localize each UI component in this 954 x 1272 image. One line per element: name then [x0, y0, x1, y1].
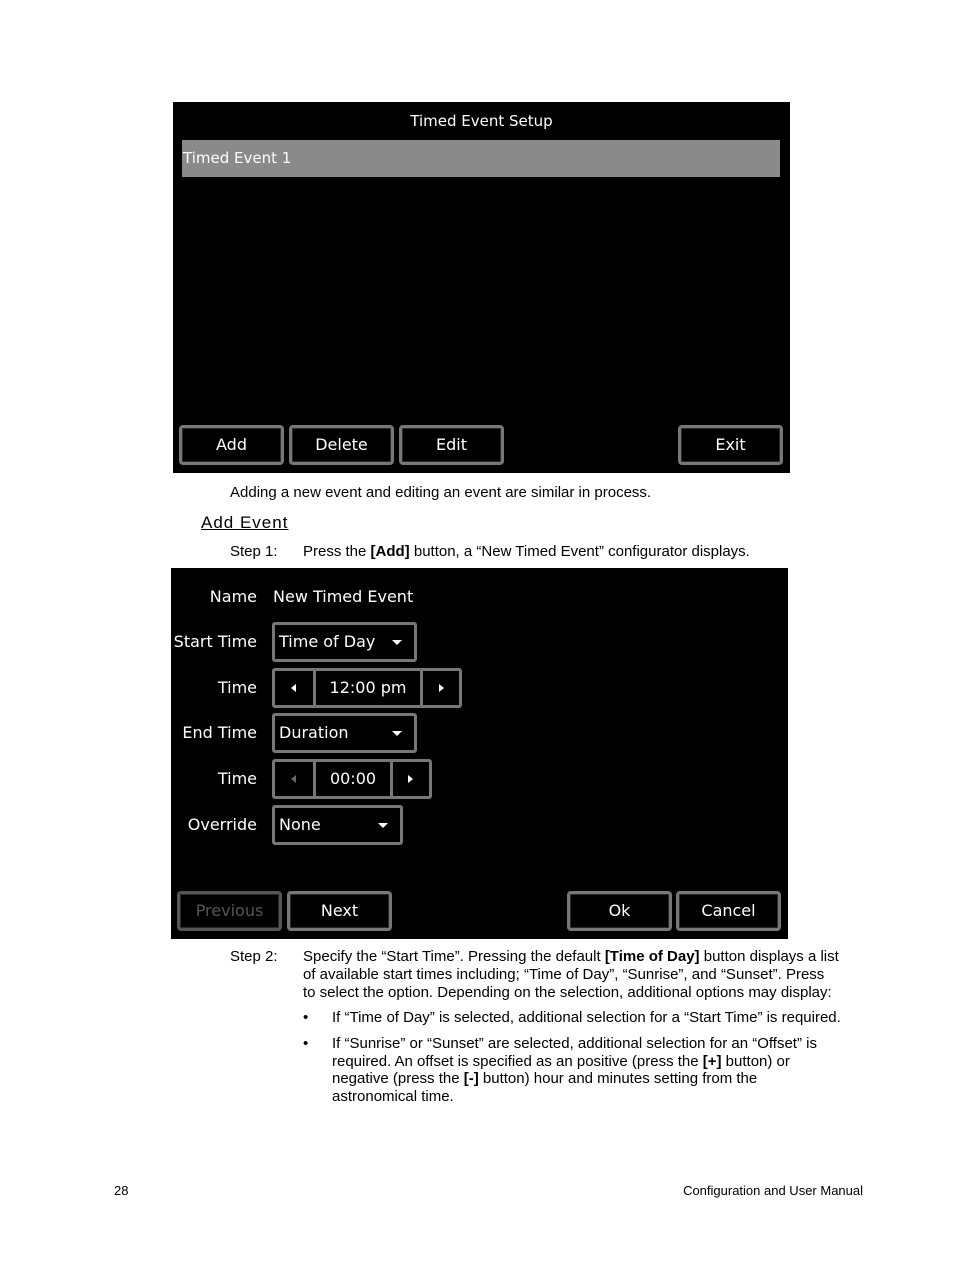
time1-value: 12:00 pm [329, 678, 407, 697]
step2-line1-pre: Specify the “Start Time”. Pressing the default [303, 948, 605, 965]
bullet2-line3-pre: negative (press the [332, 1070, 464, 1087]
chevron-down-icon [392, 731, 402, 736]
time1-increment-button[interactable] [423, 671, 459, 705]
start-time-label: Start Time [173, 632, 257, 651]
bullet2-line1: If “Sunrise” or “Sunset” are selected, additional selection for an “Offset” is [332, 1035, 817, 1052]
start-time-value: Time of Day [279, 632, 376, 651]
add-button[interactable]: Add [179, 425, 284, 465]
bullet2-line2-pre: required. An offset is specified as an positive (press the [332, 1053, 703, 1070]
step2-line1-bold: [Time of Day] [604, 948, 700, 965]
new-timed-event-screen [171, 568, 788, 939]
bullet1-text: If “Time of Day” is selected, additional selection for a “Start Time” is required. [332, 1009, 841, 1026]
bullet2-line2-bold: [+] [702, 1053, 722, 1070]
step1-text [303, 543, 750, 561]
bullet2-line3-post: button) hour and minutes setting from the [478, 1070, 758, 1087]
bullet2-line2 [332, 1053, 790, 1071]
edit-button[interactable]: Edit [399, 425, 504, 465]
exit-button[interactable]: Exit [678, 425, 783, 465]
arrow-left-icon [291, 684, 296, 692]
timed-event-setup-screen [173, 102, 790, 473]
bullet2-line3-bold: [-] [463, 1070, 479, 1087]
step2-label: Step 2: [230, 948, 278, 965]
screen-title: Timed Event Setup [410, 112, 553, 130]
bullet2-line3 [332, 1070, 757, 1088]
time1-decrement-button[interactable] [275, 671, 313, 705]
time2-increment-button[interactable] [393, 762, 429, 796]
arrow-right-icon [439, 684, 444, 692]
step2-line3: to select the option. Depending on the selection, additional options may display: [303, 984, 832, 1001]
time2-decrement-button[interactable] [275, 762, 313, 796]
page-number: 28 [114, 1183, 129, 1198]
override-value: None [279, 815, 321, 834]
override-dropdown[interactable] [272, 805, 403, 845]
time2-value: 00:00 [329, 769, 377, 788]
start-time-dropdown[interactable] [272, 622, 417, 662]
end-time-value: Duration [279, 723, 349, 742]
name-label: Name [209, 587, 257, 606]
time2-label: Time [217, 769, 257, 788]
section-heading: Add Event [201, 513, 289, 532]
step2-line2: of available start times including; “Time of Day”, “Sunrise”, and “Sunset”. Press [303, 966, 825, 983]
step1-text-pre: Press the [303, 543, 371, 560]
footer-doc-title: Configuration and User Manual [683, 1183, 863, 1198]
list-item-timed-event-1[interactable]: Timed Event 1 [182, 140, 780, 177]
time1-label: Time [217, 678, 257, 697]
intro-text: Adding a new event and editing an event are similar in process. [230, 484, 652, 501]
arrow-left-icon [291, 775, 296, 783]
arrow-right-icon [408, 775, 413, 783]
bullet-marker: • [303, 1009, 309, 1026]
step2-line1 [303, 948, 839, 966]
bullet-marker: • [303, 1035, 309, 1052]
name-value[interactable]: New Timed Event [273, 587, 414, 606]
delete-button[interactable]: Delete [289, 425, 394, 465]
ok-button[interactable]: Ok [567, 891, 672, 931]
step1-text-bold: [Add] [370, 543, 410, 560]
override-label: Override [187, 815, 257, 834]
cancel-button[interactable]: Cancel [676, 891, 781, 931]
chevron-down-icon [378, 823, 388, 828]
chevron-down-icon [392, 640, 402, 645]
end-time-dropdown[interactable] [272, 713, 417, 753]
bullet2-line4: astronomical time. [332, 1088, 454, 1105]
step1-text-post: button, a “New Timed Event” configurator displays. [409, 543, 750, 560]
previous-button[interactable]: Previous [177, 891, 282, 931]
step2-line1-post: button displays a list [699, 948, 839, 965]
next-button[interactable]: Next [287, 891, 392, 931]
end-time-label: End Time [182, 723, 257, 742]
time1-spinner [272, 668, 462, 708]
bullet2-line2-post: button) or [721, 1053, 790, 1070]
step1-label: Step 1: [230, 543, 278, 560]
time2-spinner [272, 759, 432, 799]
